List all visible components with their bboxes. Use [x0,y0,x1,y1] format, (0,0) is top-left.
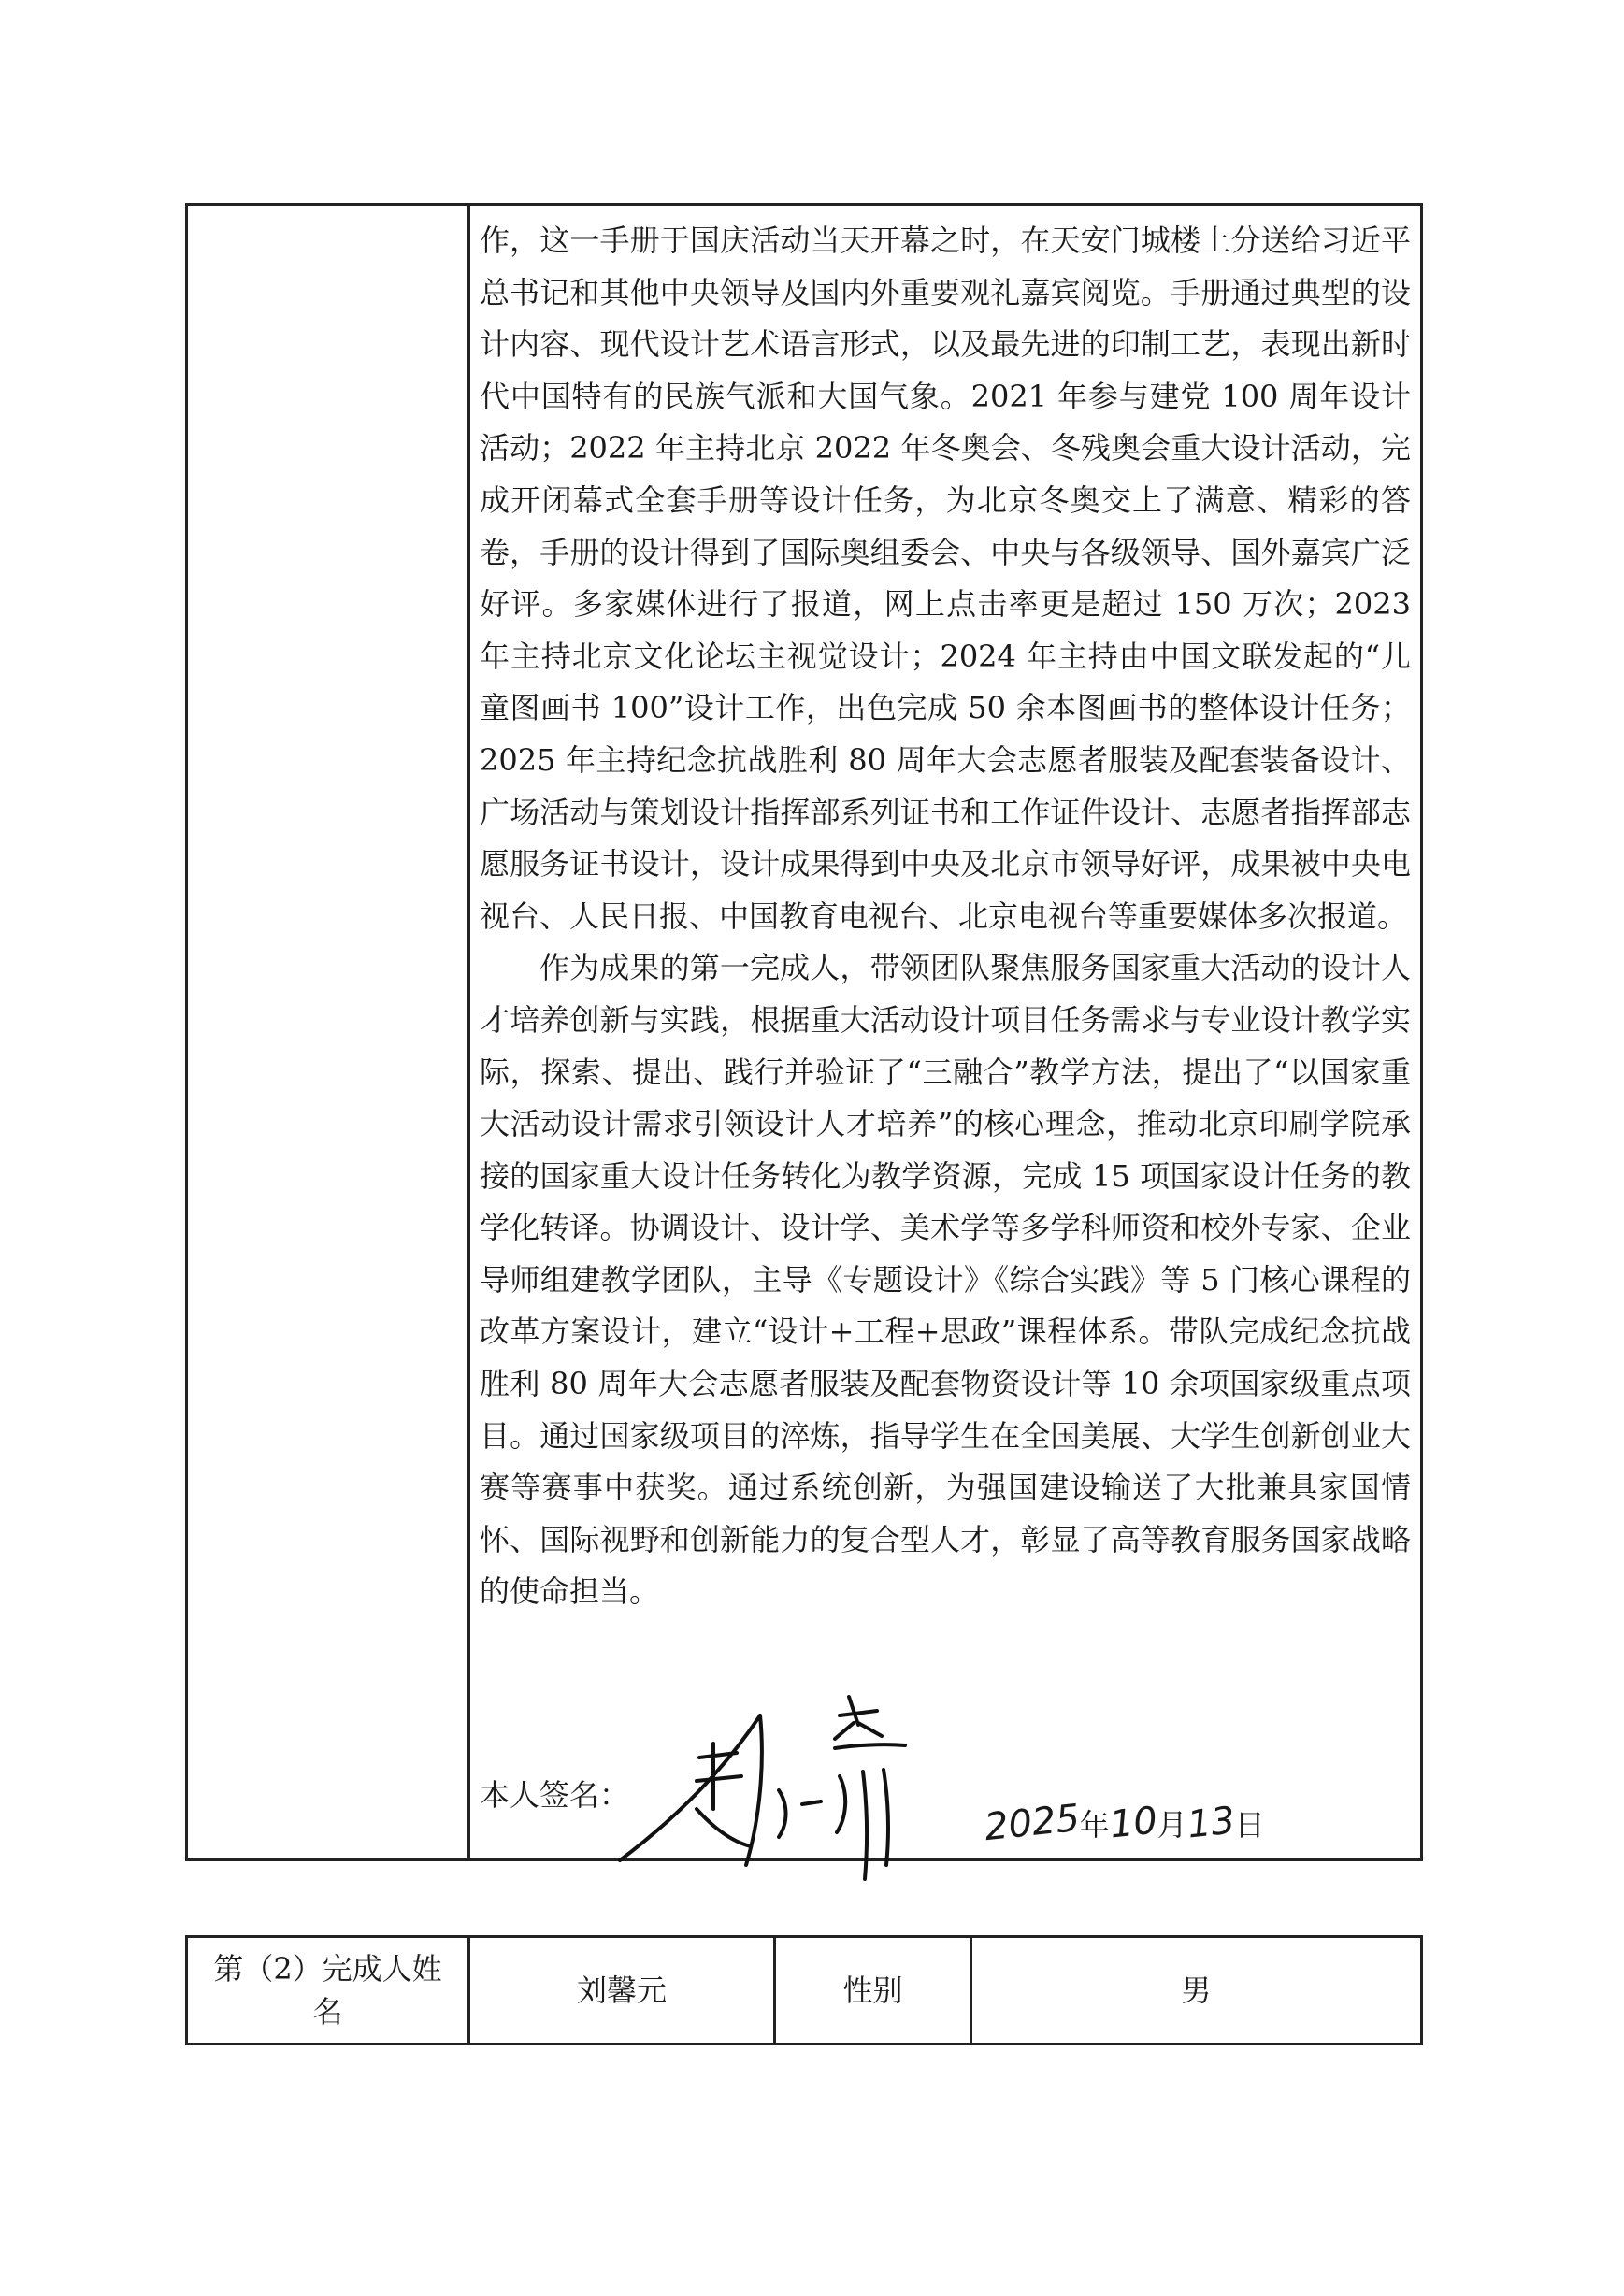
signature-label: 本人签名： [480,1777,630,1813]
gender-label: 性别 [842,1973,903,2008]
date-day-suffix: 日 [1234,1807,1265,1843]
date-month: 10 [1107,1799,1159,1847]
gender-cell [972,1938,1420,2043]
gender-value: 男 [1181,1973,1212,2008]
date-month-suffix: 月 [1157,1807,1187,1843]
statement-table [185,203,1423,1861]
paragraph-2: 作为成果的第一完成人，带领团队聚焦服务国家重大活动的设计人才培养创新与实践，根据重大活动设计项目任务需求与专业设计教学实际，探索、提出、践行并验证了“三融合”教学方法，提出了“以国家重大活动设计需求引领设计人才培养”的核心理念，推动北京印刷学院承接的国家重大设计任务转化为教学资源，完成 15 项国家设计任务的教学化转译。协调设计、设计学、美术学等多学科师资和校外专家、企业导师组建教学团队，主导《专题设计》《综合实践》等 5 门核心课程的改革方案设计，建立“设计+工程+思政”课程体系。带队完成纪念抗战胜利 80 周年大会志愿者服装及配套物资设计等 10 余项国家级重点项目。通过国家级项目的淬炼，指导学生在全国美展、大学生创新创业大赛等赛事中获奖。通过系统创新，为强国建设输送了大批兼具家国情怀、国际视野和创新能力的复合型人才，彰显了高等教育服务国家战略的使命担当。 [480,950,1411,1610]
signature-date [984,1797,1265,1851]
gender-label-cell [776,1938,972,2043]
signature-line [480,1758,1415,1860]
date-day: 13 [1185,1799,1237,1847]
date-year-suffix: 年 [1079,1807,1110,1843]
person-label-cell [188,1938,470,2043]
column-divider [467,206,470,1858]
person-info-table [185,1935,1423,2045]
name-cell [470,1938,776,2043]
person-label: 第（2）完成人姓名 [213,1951,442,2030]
statement-content [480,206,1420,1618]
person-name: 刘馨元 [576,1973,667,2008]
paragraph-1: 作，这一手册于国庆活动当天开幕之时，在天安门城楼上分送给习近平总书记和其他中央领导及国内外重要观礼嘉宾阅览。手册通过典型的设计内容、现代设计艺术语言形式，以及最先进的印制工艺，表现出新时代中国特有的民族气派和大国气象。2021 年参与建党 100 周年设计活动；2022 年主持北京 2022 年冬奥会、冬残奥会重大设计活动，完成开闭幕式全套手册等设计任务，为北京冬奥交上了满意、精彩的答卷，手册的设计得到了国际奥组委会、中央与各级领导、国外嘉宾广泛好评。多家媒体进行了报道，网上点击率更是超过 150 万次；2023 年主持北京文化论坛主视觉设计；2024 年主持由中国文联发起的“儿童图画书 100”设计工作，出色完成 50 余本图画书的整体设计任务；2025 年主持纪念抗战胜利 80 周年大会志愿者服装及配套装备设计、广场活动与策划设计指挥部系列证书和工作证件设计、志愿者指挥部志愿服务证书设计，设计成果得到中央及北京市领导好评，成果被中央电视台、人民日报、中国教育电视台、北京电视台等重要媒体多次报道。 [480,222,1411,934]
date-year: 2025 [982,1796,1082,1850]
